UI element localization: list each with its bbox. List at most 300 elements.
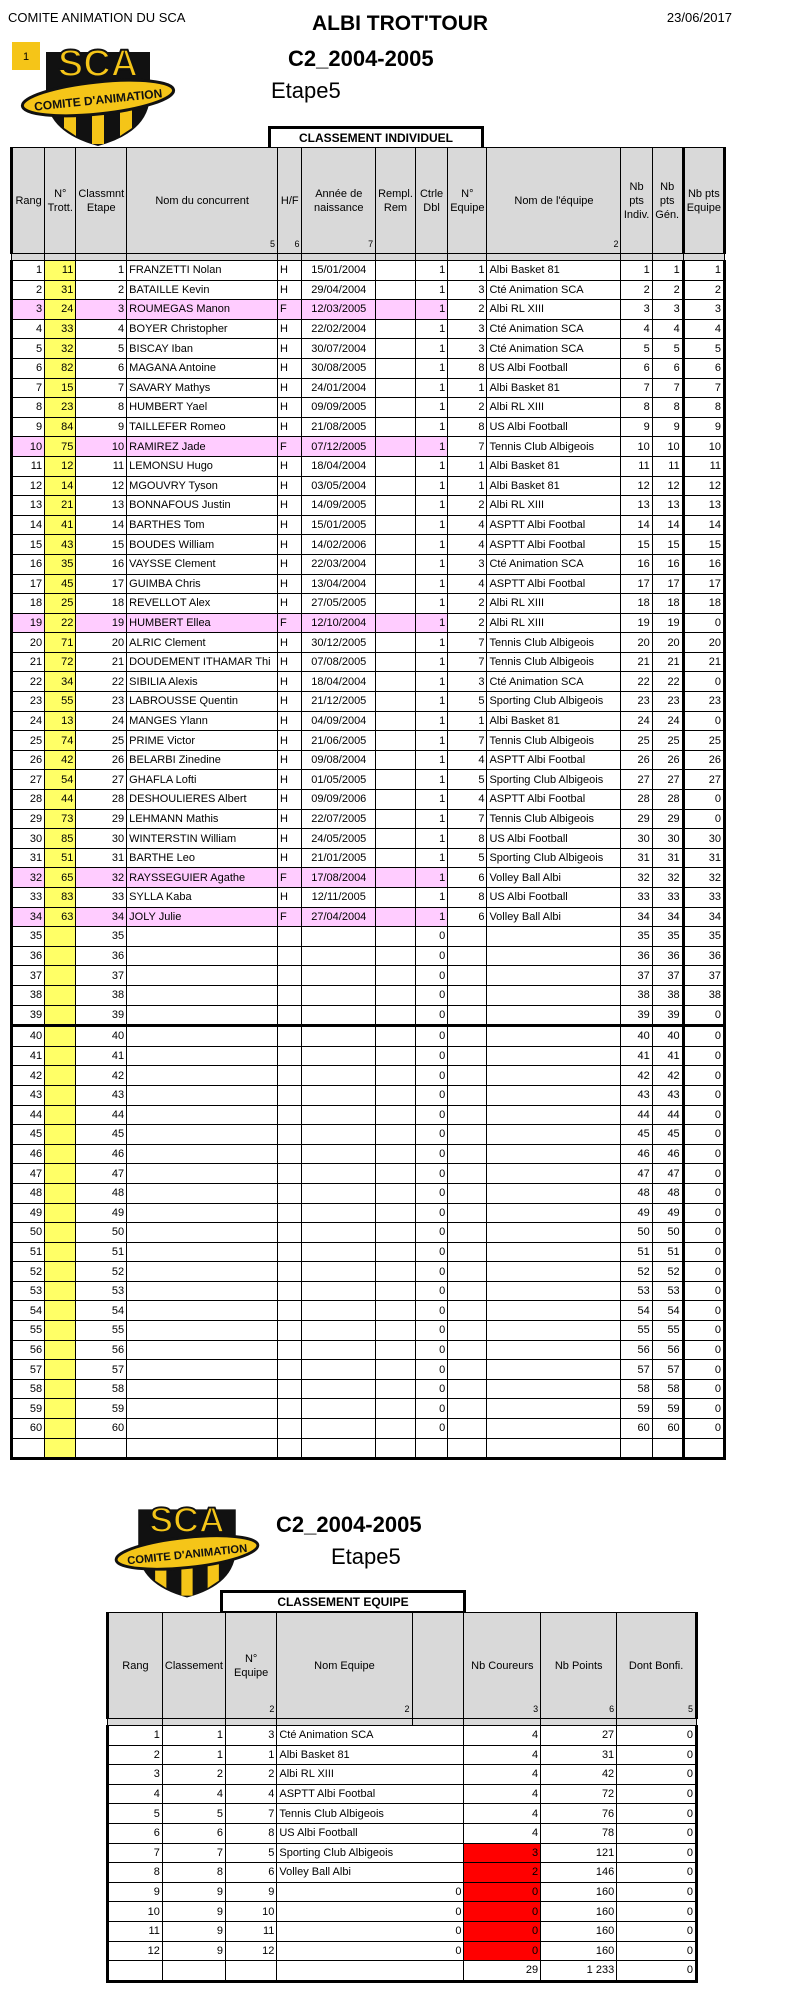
table-cell: 54: [12, 1301, 45, 1321]
table-cell: 3: [683, 300, 724, 320]
table-cell: 13: [76, 496, 127, 516]
table-cell: 21: [652, 652, 683, 672]
table-cell: [302, 1281, 376, 1301]
table-cell: 15: [621, 535, 652, 555]
table-cell: 30: [76, 829, 127, 849]
table-cell: 2: [448, 594, 487, 614]
table-cell: [487, 1281, 621, 1301]
table-cell: 37: [652, 966, 683, 986]
table-cell: 0: [683, 1046, 724, 1066]
table-cell: 1: [415, 868, 447, 888]
table-cell: 72: [45, 652, 76, 672]
table-cell: [376, 985, 416, 1005]
table-cell: 44: [45, 790, 76, 810]
table-cell: 43: [12, 1085, 45, 1105]
table-cell: 31: [541, 1745, 617, 1765]
table-cell: 5: [12, 339, 45, 359]
table-row: [12, 1203, 725, 1223]
table-cell: 57: [652, 1360, 683, 1380]
table-cell: 23: [621, 692, 652, 712]
table-cell: 31: [12, 848, 45, 868]
table-cell: [45, 1125, 76, 1145]
table-cell: [448, 1125, 487, 1145]
table-cell: 55: [76, 1321, 127, 1341]
table-cell: [376, 613, 416, 633]
table-cell: [487, 1026, 621, 1047]
table-cell: [127, 1085, 278, 1105]
table-cell: 42: [12, 1066, 45, 1086]
table-cell: [448, 1005, 487, 1026]
table-row: [12, 927, 725, 947]
table-cell: F: [278, 907, 302, 927]
table-cell: [487, 1066, 621, 1086]
table-row: [12, 907, 725, 927]
table-cell: 0: [683, 1281, 724, 1301]
table-cell: [376, 1399, 416, 1419]
table-cell: 1: [415, 633, 447, 653]
table-cell: 1: [415, 358, 447, 378]
table-cell: [127, 1223, 278, 1243]
column-header: Nb Coureurs 3: [464, 1613, 541, 1719]
table-cell: 0: [617, 1784, 697, 1804]
table-row: [12, 966, 725, 986]
table-cell: [448, 1046, 487, 1066]
table-row: [108, 1863, 697, 1883]
table-cell: 15: [652, 535, 683, 555]
logo-banner-text: COMITE D'ANIMATION: [126, 1542, 248, 1568]
team-section-title: CLASSEMENT EQUIPE: [220, 1590, 466, 1614]
table-cell: 26: [621, 750, 652, 770]
table-cell: 0: [683, 1105, 724, 1125]
table-cell: [127, 1203, 278, 1223]
table-cell: 12/11/2005: [302, 888, 376, 908]
table-cell: 2: [108, 1745, 163, 1765]
table-cell: SIBILIA Alexis: [127, 672, 278, 692]
table-cell: RAMIREZ Jade: [127, 437, 278, 457]
table-cell: 24: [621, 711, 652, 731]
table-cell: H: [278, 319, 302, 339]
table-cell: [302, 1105, 376, 1125]
table-cell: [412, 1823, 464, 1843]
table-cell: [302, 1262, 376, 1282]
table-cell: H: [278, 888, 302, 908]
table-cell: [45, 1066, 76, 1086]
table-cell: 22: [12, 672, 45, 692]
table-row: [12, 300, 725, 320]
column-header: Année de naissance 7: [302, 148, 376, 254]
table-cell: 24: [652, 711, 683, 731]
table-cell: [376, 809, 416, 829]
table-cell: 8: [448, 888, 487, 908]
table-cell: 1: [415, 378, 447, 398]
table-cell: [278, 1321, 302, 1341]
table-cell: 25: [45, 594, 76, 614]
logo-banner-text: COMITE D'ANIMATION: [33, 86, 163, 114]
table-cell: 1: [415, 261, 447, 281]
table-cell: 54: [621, 1301, 652, 1321]
table-cell: [448, 1262, 487, 1282]
table-cell: 1: [415, 848, 447, 868]
column-header: N° Equipe: [448, 148, 487, 254]
table-cell: [278, 1419, 302, 1439]
table-cell: WINTERSTIN William: [127, 829, 278, 849]
table-cell: 60: [652, 1419, 683, 1439]
table-cell: 38: [76, 985, 127, 1005]
table-cell: MAGANA Antoine: [127, 358, 278, 378]
table-cell: 33: [12, 888, 45, 908]
table-cell: 0: [412, 1902, 464, 1922]
table-cell: 7: [162, 1843, 225, 1863]
table-cell: [412, 1961, 464, 1982]
table-cell: HUMBERT Yael: [127, 398, 278, 418]
table-cell: 1: [415, 319, 447, 339]
table-cell: 42: [541, 1765, 617, 1785]
table-cell: 2: [12, 280, 45, 300]
table-cell: 4: [464, 1765, 541, 1785]
table-cell: 0: [415, 1066, 447, 1086]
table-cell: 0: [683, 1379, 724, 1399]
table-cell: PRIME Victor: [127, 731, 278, 751]
table-cell: 56: [652, 1340, 683, 1360]
table-cell: [487, 1419, 621, 1439]
table-cell: 0: [415, 1321, 447, 1341]
table-cell: 58: [621, 1379, 652, 1399]
table-row: [12, 358, 725, 378]
table-cell: 29/04/2004: [302, 280, 376, 300]
table-cell: [487, 1262, 621, 1282]
table-cell: 03/05/2004: [302, 476, 376, 496]
table-cell: 3: [448, 339, 487, 359]
table-cell: [376, 358, 416, 378]
table-cell: 47: [12, 1164, 45, 1184]
table-cell: 37: [12, 966, 45, 986]
table-cell: 42: [621, 1066, 652, 1086]
table-cell: 45: [76, 1125, 127, 1145]
table-cell: 0: [683, 790, 724, 810]
table-cell: [278, 1164, 302, 1184]
table-cell: 9: [76, 417, 127, 437]
table-cell: 7: [621, 378, 652, 398]
table-cell: 55: [45, 692, 76, 712]
table-cell: 1: [415, 809, 447, 829]
table-cell: 11: [45, 261, 76, 281]
table-cell: 45: [652, 1125, 683, 1145]
table-cell: [278, 1379, 302, 1399]
table-cell: 21/01/2005: [302, 848, 376, 868]
table-cell: 7: [448, 731, 487, 751]
table-cell: 0: [683, 613, 724, 633]
table-cell: [45, 1164, 76, 1184]
table-cell: 3: [448, 672, 487, 692]
table-cell: 22: [45, 613, 76, 633]
table-cell: 12: [621, 476, 652, 496]
table-cell: 2: [448, 613, 487, 633]
table-cell: [376, 319, 416, 339]
table-cell: 0: [415, 985, 447, 1005]
table-cell: [45, 1321, 76, 1341]
table-cell: [448, 1399, 487, 1419]
table-cell: 15: [45, 378, 76, 398]
table-cell: 21: [683, 652, 724, 672]
table-row: [12, 1164, 725, 1184]
column-header: Nom de l'équipe 2: [487, 148, 621, 254]
table-cell: [448, 1360, 487, 1380]
table-row: [108, 1823, 697, 1843]
table-cell: [376, 594, 416, 614]
table-cell: 48: [621, 1183, 652, 1203]
table-cell: [278, 1144, 302, 1164]
table-cell: 0: [683, 1301, 724, 1321]
table-cell: 58: [76, 1379, 127, 1399]
table-cell: 34: [12, 907, 45, 927]
table-cell: [302, 1026, 376, 1047]
table-cell: 65: [45, 868, 76, 888]
table-cell: 16: [621, 554, 652, 574]
totals-row: [108, 1961, 697, 1982]
table-cell: 34: [45, 672, 76, 692]
table-cell: 18: [12, 594, 45, 614]
table-cell: H: [278, 829, 302, 849]
table-cell: US Albi Football: [277, 1823, 412, 1843]
table-row: [12, 692, 725, 712]
table-cell: 74: [45, 731, 76, 751]
table-cell: 24: [76, 711, 127, 731]
table-cell: [278, 927, 302, 947]
table-cell: 44: [652, 1105, 683, 1125]
table-cell: [412, 1804, 464, 1824]
table-row: [12, 1085, 725, 1105]
table-cell: 56: [12, 1340, 45, 1360]
logo-main-text: SCA: [57, 43, 139, 85]
table-cell: [448, 1183, 487, 1203]
table-cell: [127, 946, 278, 966]
table-cell: 0: [415, 1242, 447, 1262]
table-cell: 33: [621, 888, 652, 908]
table-cell: [127, 1340, 278, 1360]
table-cell: 0: [683, 1419, 724, 1439]
table-cell: 0: [683, 1085, 724, 1105]
table-cell: 19: [621, 613, 652, 633]
table-cell: 24/05/2005: [302, 829, 376, 849]
table-cell: 1: [448, 711, 487, 731]
table-row: [12, 1262, 725, 1282]
sca-logo-team: [112, 1488, 262, 1602]
table-cell: 14: [652, 515, 683, 535]
table-cell: 0: [683, 1360, 724, 1380]
table-cell: Cté Animation SCA: [487, 339, 621, 359]
table-cell: 6: [76, 358, 127, 378]
table-cell: 2: [162, 1765, 225, 1785]
table-cell: 0: [412, 1921, 464, 1941]
table-cell: 13: [12, 496, 45, 516]
table-cell: 38: [652, 985, 683, 1005]
table-row: [12, 829, 725, 849]
table-cell: [487, 1183, 621, 1203]
table-cell: [278, 1223, 302, 1243]
table-cell: 52: [621, 1262, 652, 1282]
table-cell: [376, 1438, 416, 1459]
table-cell: 1: [683, 261, 724, 281]
table-cell: 30: [621, 829, 652, 849]
table-cell: 82: [45, 358, 76, 378]
table-cell: 0: [617, 1843, 697, 1863]
table-cell: 22/07/2005: [302, 809, 376, 829]
table-row: [12, 770, 725, 790]
table-cell: [302, 1203, 376, 1223]
table-cell: 12: [652, 476, 683, 496]
table-cell: 6: [621, 358, 652, 378]
table-cell: 6: [448, 868, 487, 888]
table-cell: 9: [225, 1882, 276, 1902]
table-cell: 5: [448, 848, 487, 868]
table-cell: 13: [652, 496, 683, 516]
table-cell: H: [278, 633, 302, 653]
table-cell: 20: [621, 633, 652, 653]
table-cell: [127, 1144, 278, 1164]
table-cell: 5: [683, 339, 724, 359]
table-cell: 63: [45, 907, 76, 927]
table-cell: BARTHE Leo: [127, 848, 278, 868]
table-cell: 0: [415, 1419, 447, 1439]
table-cell: 0: [415, 1399, 447, 1419]
table-cell: [277, 1902, 412, 1922]
table-cell: 2: [683, 280, 724, 300]
table-cell: 47: [621, 1164, 652, 1184]
table-cell: 21/08/2005: [302, 417, 376, 437]
table-cell: Tennis Club Albigeois: [487, 809, 621, 829]
column-header: N° Equipe 2: [225, 1613, 276, 1719]
column-header: Nom du concurrent 5: [127, 148, 278, 254]
table-cell: [376, 300, 416, 320]
table-cell: 0: [683, 1223, 724, 1243]
table-cell: [376, 554, 416, 574]
table-cell: [376, 261, 416, 281]
table-cell: 4: [464, 1823, 541, 1843]
table-cell: 6: [652, 358, 683, 378]
table-cell: [448, 927, 487, 947]
table-cell: 0: [415, 1281, 447, 1301]
table-row: [12, 261, 725, 281]
table-cell: [127, 1164, 278, 1184]
table-cell: 71: [45, 633, 76, 653]
table-cell: 8: [621, 398, 652, 418]
table-cell: 17: [12, 574, 45, 594]
table-row: [12, 613, 725, 633]
table-cell: 2: [652, 280, 683, 300]
table-cell: 1: [448, 476, 487, 496]
table-cell: 31: [652, 848, 683, 868]
table-cell: [302, 1242, 376, 1262]
table-cell: 8: [162, 1863, 225, 1883]
table-cell: 57: [621, 1360, 652, 1380]
table-cell: [448, 1340, 487, 1360]
table-cell: SYLLA Kaba: [127, 888, 278, 908]
table-cell: 0: [617, 1804, 697, 1824]
table-row: [12, 1379, 725, 1399]
table-cell: [376, 574, 416, 594]
table-cell: 7: [448, 437, 487, 457]
table-cell: 11: [652, 456, 683, 476]
table-cell: 3: [464, 1843, 541, 1863]
table-cell: US Albi Football: [487, 829, 621, 849]
table-cell: 14/09/2005: [302, 496, 376, 516]
table-cell: 36: [683, 946, 724, 966]
table-cell: 0: [683, 1340, 724, 1360]
table-cell: [652, 1438, 683, 1459]
table-cell: [376, 829, 416, 849]
table-cell: 01/05/2005: [302, 770, 376, 790]
table-cell: [376, 1203, 416, 1223]
table-cell: 5: [162, 1804, 225, 1824]
table-cell: 15: [683, 535, 724, 555]
table-cell: 43: [621, 1085, 652, 1105]
table-cell: [45, 1281, 76, 1301]
table-cell: 1: [415, 339, 447, 359]
table-cell: [376, 496, 416, 516]
table-cell: H: [278, 790, 302, 810]
table-cell: 11: [621, 456, 652, 476]
table-cell: [376, 652, 416, 672]
table-row: [12, 437, 725, 457]
table-cell: 160: [541, 1921, 617, 1941]
table-cell: [376, 1183, 416, 1203]
table-cell: 42: [76, 1066, 127, 1086]
table-row: [12, 1438, 725, 1459]
table-cell: [302, 1321, 376, 1341]
table-cell: ASPTT Albi Footbal: [487, 790, 621, 810]
table-cell: [448, 1281, 487, 1301]
table-row: [12, 809, 725, 829]
table-cell: [448, 1379, 487, 1399]
table-cell: 49: [12, 1203, 45, 1223]
table-cell: 1: [415, 554, 447, 574]
table-cell: 0: [617, 1863, 697, 1883]
table-cell: 0: [617, 1882, 697, 1902]
table-cell: 17: [621, 574, 652, 594]
table-cell: [487, 985, 621, 1005]
table-cell: 54: [76, 1301, 127, 1321]
table-cell: 16: [652, 554, 683, 574]
table-cell: [487, 1242, 621, 1262]
table-cell: 1: [108, 1726, 163, 1746]
table-cell: 0: [412, 1882, 464, 1902]
table-cell: 52: [12, 1262, 45, 1282]
table-cell: H: [278, 398, 302, 418]
table-cell: 1: [415, 398, 447, 418]
table-cell: [487, 1105, 621, 1125]
table-cell: 41: [45, 515, 76, 535]
table-cell: 44: [12, 1105, 45, 1125]
table-cell: 52: [76, 1262, 127, 1282]
table-cell: 26: [652, 750, 683, 770]
table-cell: [278, 1183, 302, 1203]
table-cell: 1: [448, 456, 487, 476]
table-cell: [45, 1203, 76, 1223]
table-cell: 38: [12, 985, 45, 1005]
column-header: Ctrle Dbl: [415, 148, 447, 254]
table-cell: GHAFLA Lofti: [127, 770, 278, 790]
table-cell: 5: [621, 339, 652, 359]
table-cell: 34: [683, 907, 724, 927]
table-cell: 30: [652, 829, 683, 849]
table-cell: 0: [415, 946, 447, 966]
column-header: Classmnt Etape: [76, 148, 127, 254]
stage-title: Etape5: [271, 78, 341, 103]
table-cell: [376, 1026, 416, 1047]
table-cell: 4: [448, 750, 487, 770]
table-cell: 1: [415, 888, 447, 908]
table-cell: FRANZETTI Nolan: [127, 261, 278, 281]
